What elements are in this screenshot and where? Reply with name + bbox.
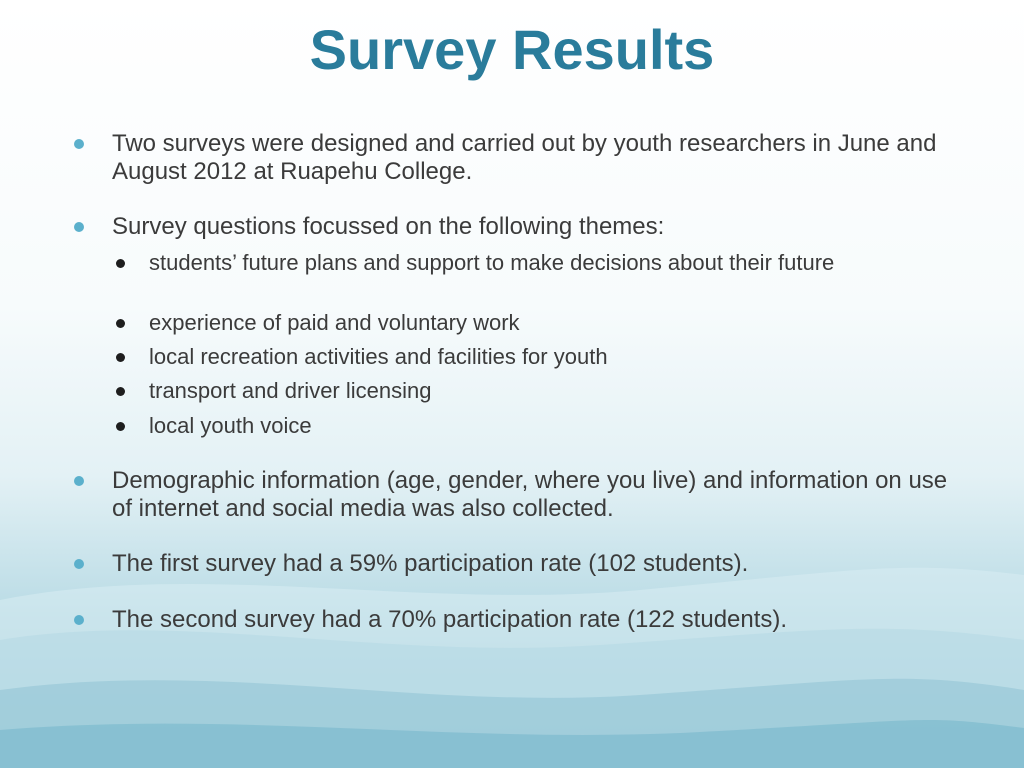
- bullet-marker-icon: [74, 559, 84, 569]
- sub-bullet-item: [149, 310, 949, 336]
- sub-bullet-item: [149, 413, 949, 439]
- bullet-item: [112, 550, 972, 578]
- sub-bullet-item: [149, 344, 949, 370]
- sub-bullet-marker-icon: [116, 387, 125, 396]
- bullet-text: The first survey had a 59% participation rate (102 students).: [112, 550, 749, 577]
- bullet-text: Demographic information (age, gender, where you live) and information on use of internet and social media was also collected.: [112, 467, 948, 522]
- sub-bullet-item: [149, 378, 949, 404]
- sub-bullet-text: local recreation activities and facilities for youth: [149, 344, 608, 369]
- sub-bullet-marker-icon: [116, 259, 125, 268]
- slide-title: Survey Results: [309, 18, 715, 81]
- bullet-item: [112, 213, 972, 241]
- sub-bullet-item: [149, 250, 929, 276]
- bullet-text: Survey questions focussed on the following themes:: [112, 213, 665, 240]
- bullet-marker-icon: [74, 476, 84, 486]
- sub-bullet-text: students’ future plans and support to make decisions about their future: [149, 250, 835, 275]
- bullet-item: [112, 130, 972, 186]
- sub-bullet-text: transport and driver licensing: [149, 378, 432, 403]
- sub-bullet-marker-icon: [116, 422, 125, 431]
- sub-bullet-text: experience of paid and voluntary work: [149, 310, 520, 335]
- bullet-marker-icon: [74, 222, 84, 232]
- sub-bullet-marker-icon: [116, 353, 125, 362]
- bullet-marker-icon: [74, 615, 84, 625]
- bullet-text: The second survey had a 70% participation rate (122 students).: [112, 606, 788, 633]
- bullet-item: [112, 467, 972, 523]
- bullet-marker-icon: [74, 139, 84, 149]
- bullet-text: Two surveys were designed and carried out by youth researchers in June and August 2012 at Ruapehu College.: [112, 130, 937, 185]
- bullet-item: [112, 606, 972, 634]
- sub-bullet-text: local youth voice: [149, 413, 312, 438]
- sub-bullet-marker-icon: [116, 319, 125, 328]
